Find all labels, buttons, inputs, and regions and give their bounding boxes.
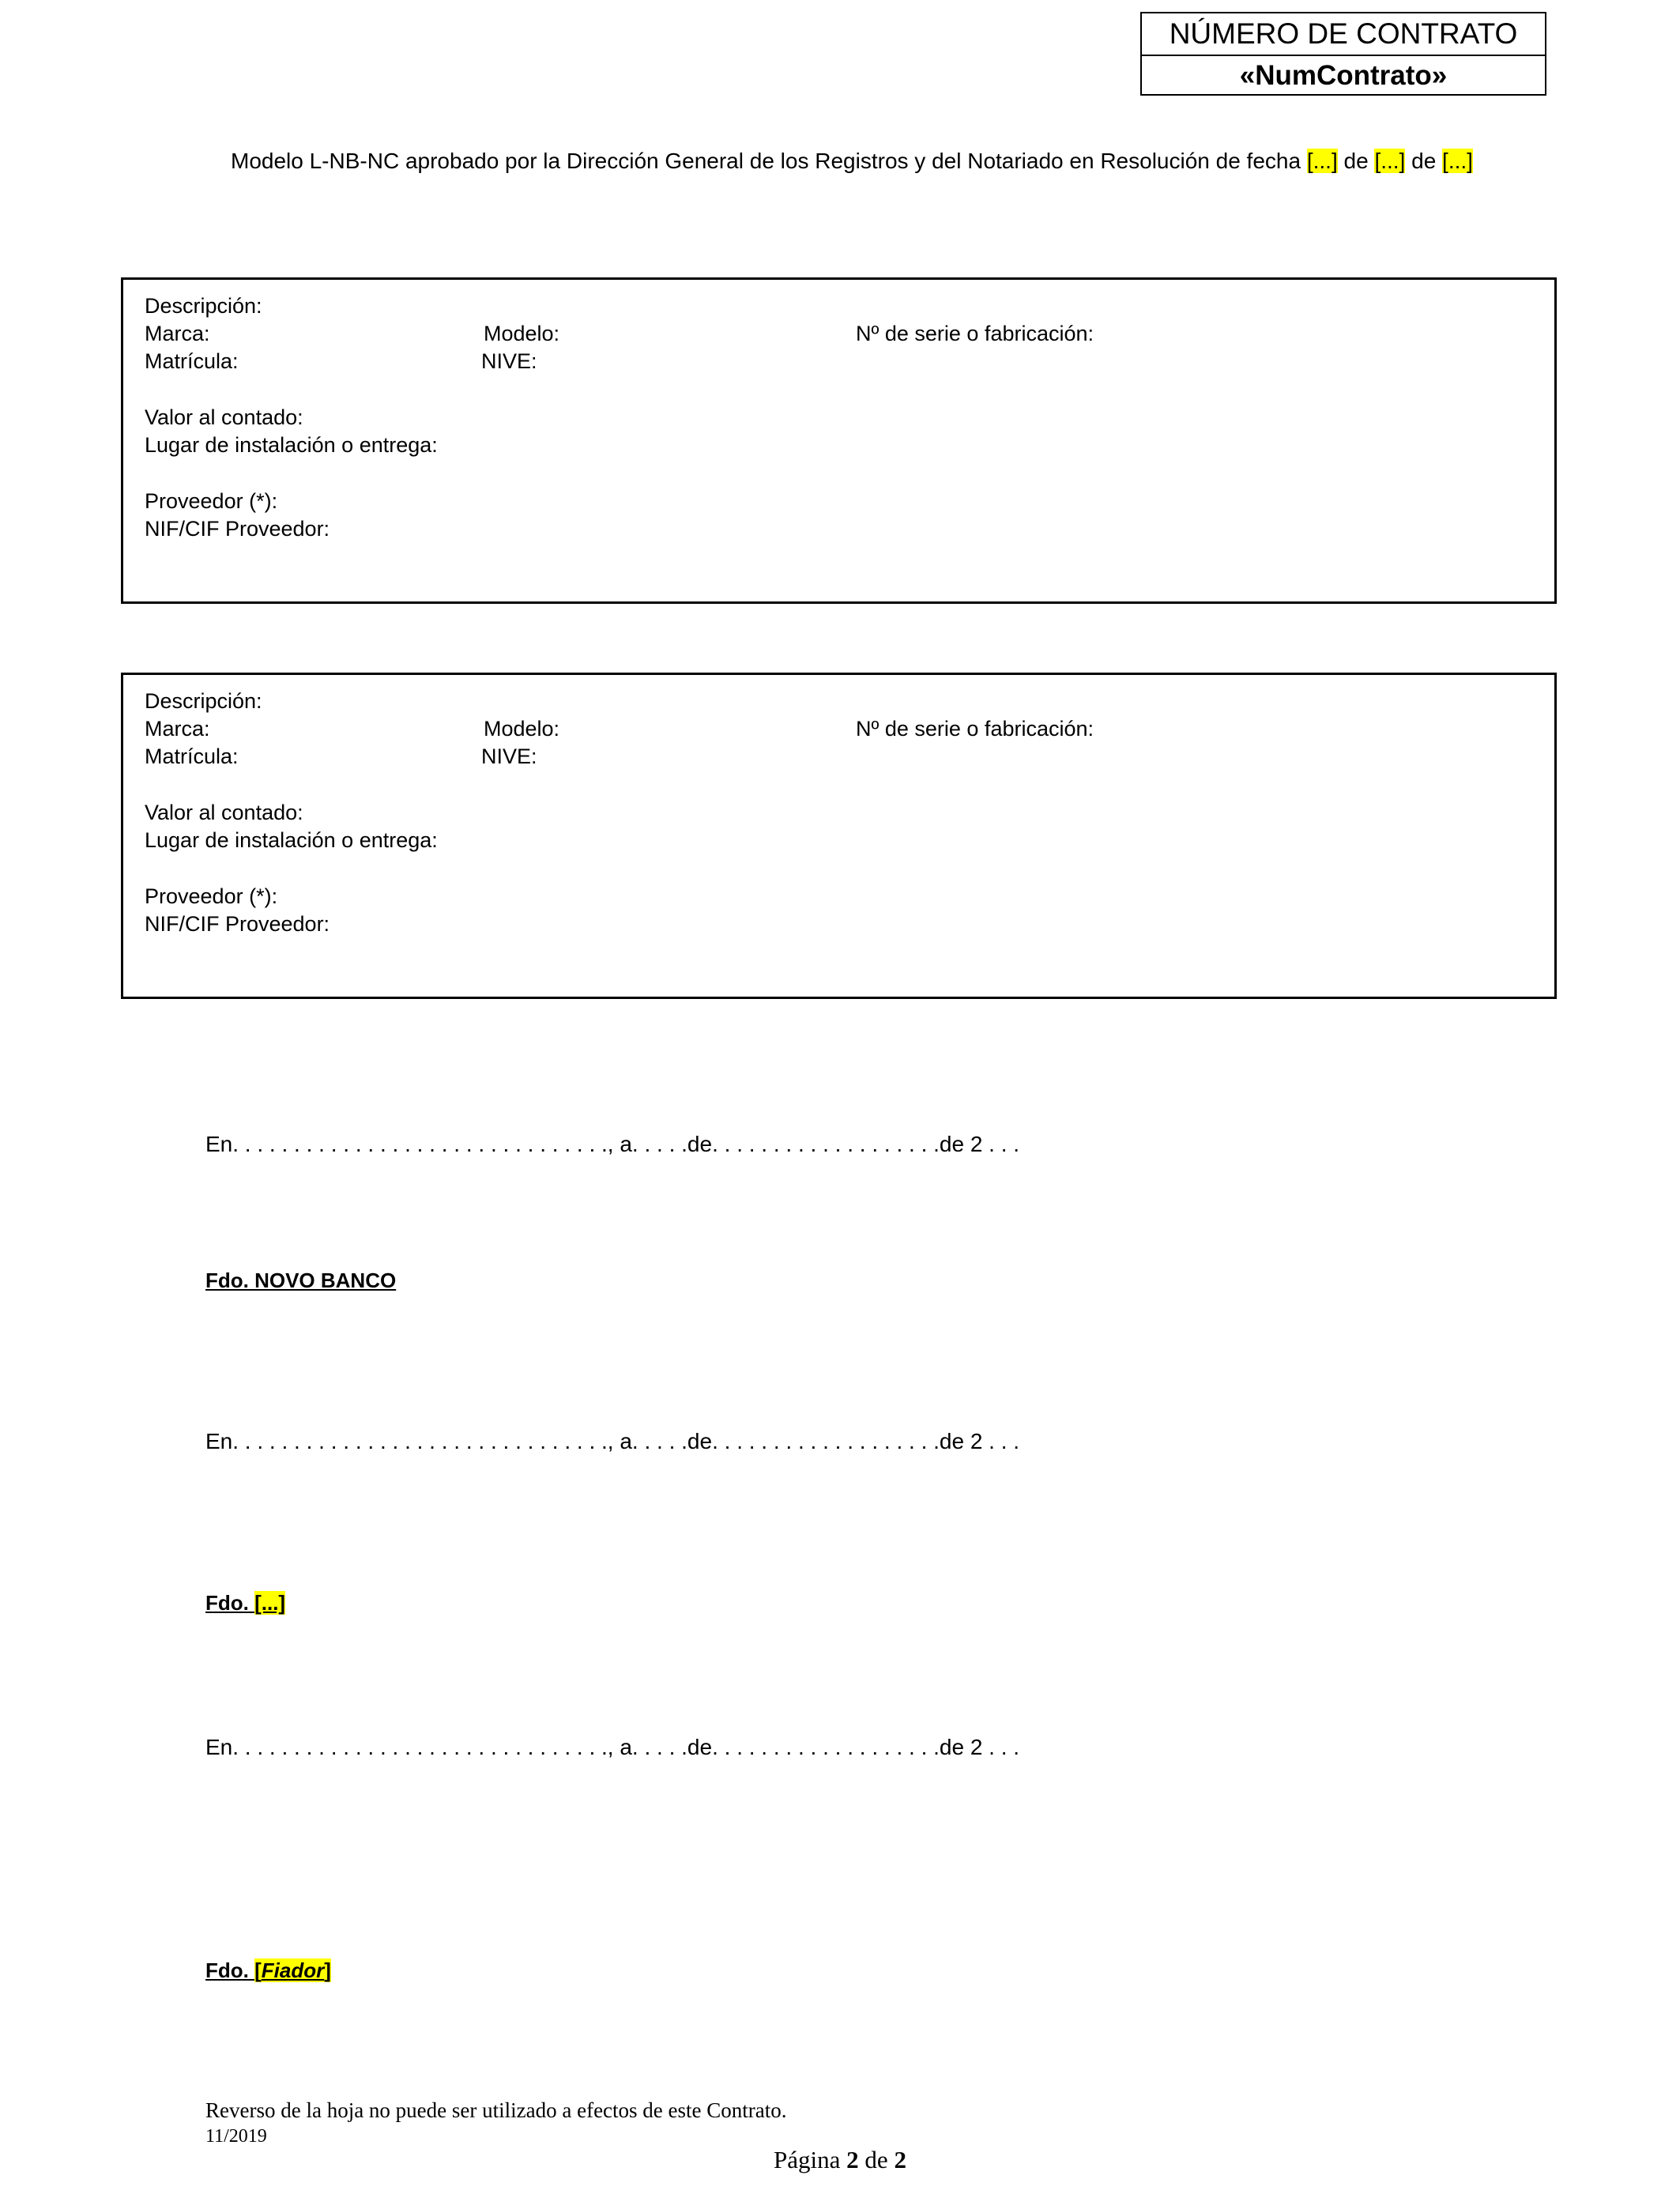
nif-proveedor-label: NIF/CIF Proveedor: [145, 517, 330, 541]
bracket-close: ] [324, 1958, 331, 1982]
page-total: 2 [894, 2146, 906, 2173]
page-number [0, 2146, 1680, 2174]
contract-number-box [1140, 12, 1546, 96]
serie-label: Nº de serie o fabricación: [856, 717, 1094, 741]
proveedor-label: Proveedor (*): [145, 489, 278, 513]
page-de: de [858, 2146, 895, 2173]
descripcion-label: Descripción: [145, 294, 262, 318]
signature-fiador [205, 1958, 331, 1983]
marca-label: Marca: [145, 322, 210, 345]
page-word: Página [774, 2146, 847, 2173]
footer-date: 11/2019 [205, 2126, 267, 2147]
signature-prefix: Fdo. [205, 1591, 255, 1615]
asset-box-1 [121, 277, 1557, 604]
nive-label: NIVE: [481, 745, 537, 768]
model-approval-line [231, 149, 1473, 174]
signature-prefix: Fdo. [205, 1958, 255, 1982]
valor-contado-label: Valor al contado: [145, 405, 303, 429]
signature-second-party [205, 1591, 285, 1615]
footer-note: Reverso de la hoja no puede ser utilizado a efectos de este Contrato. [205, 2098, 787, 2122]
model-line-text: Modelo L-NB-NC aprobado por la Dirección General de los Registros y del Notariado en Resolución de fecha [231, 149, 1307, 173]
page-current: 2 [846, 2146, 859, 2173]
signature-placeholder: [...] [254, 1591, 286, 1615]
model-line-de-1: de [1337, 149, 1375, 173]
modelo-label: Modelo: [484, 322, 560, 345]
nive-label: NIVE: [481, 349, 537, 373]
contract-number-value: «NumContrato» [1239, 60, 1448, 91]
lugar-entrega-label: Lugar de instalación o entrega: [145, 828, 438, 852]
matricula-label: Matrícula: [145, 349, 239, 373]
date-placeholder-year: [...] [1442, 149, 1473, 173]
valor-contado-label: Valor al contado: [145, 801, 303, 824]
fiador-placeholder [254, 1958, 331, 1982]
proveedor-label: Proveedor (*): [145, 884, 278, 908]
model-line-de-2: de [1405, 149, 1443, 173]
lugar-entrega-label: Lugar de instalación o entrega: [145, 433, 438, 457]
place-date-line-1: En. . . . . . . . . . . . . . . . . . . . . . . . . . . . . . ., a. . . . .de. . . . . . . . . . . . . . . . . . .de 2 . . . [205, 1132, 1020, 1156]
nif-proveedor-label: NIF/CIF Proveedor: [145, 912, 330, 936]
date-placeholder-month: [...] [1374, 149, 1406, 173]
serie-label: Nº de serie o fabricación: [856, 322, 1094, 345]
matricula-label: Matrícula: [145, 745, 239, 768]
contract-number-label: NÚMERO DE CONTRATO [1142, 13, 1545, 56]
modelo-label: Modelo: [484, 717, 560, 741]
bracket-open: [ [254, 1958, 262, 1982]
place-date-line-2: En. . . . . . . . . . . . . . . . . . . . . . . . . . . . . . ., a. . . . .de. . . . . . . . . . . . . . . . . . .de 2 . . . [205, 1429, 1020, 1453]
place-date-line-3: En. . . . . . . . . . . . . . . . . . . . . . . . . . . . . . ., a. . . . .de. . . . . . . . . . . . . . . . . . .de 2 . . . [205, 1735, 1020, 1759]
date-placeholder-day: [...] [1306, 149, 1338, 173]
asset-box-2 [121, 673, 1557, 999]
fiador-word: Fiador [261, 1958, 325, 1982]
signature-novo-banco: Fdo. NOVO BANCO [205, 1269, 397, 1292]
marca-label: Marca: [145, 717, 210, 741]
descripcion-label: Descripción: [145, 689, 262, 713]
